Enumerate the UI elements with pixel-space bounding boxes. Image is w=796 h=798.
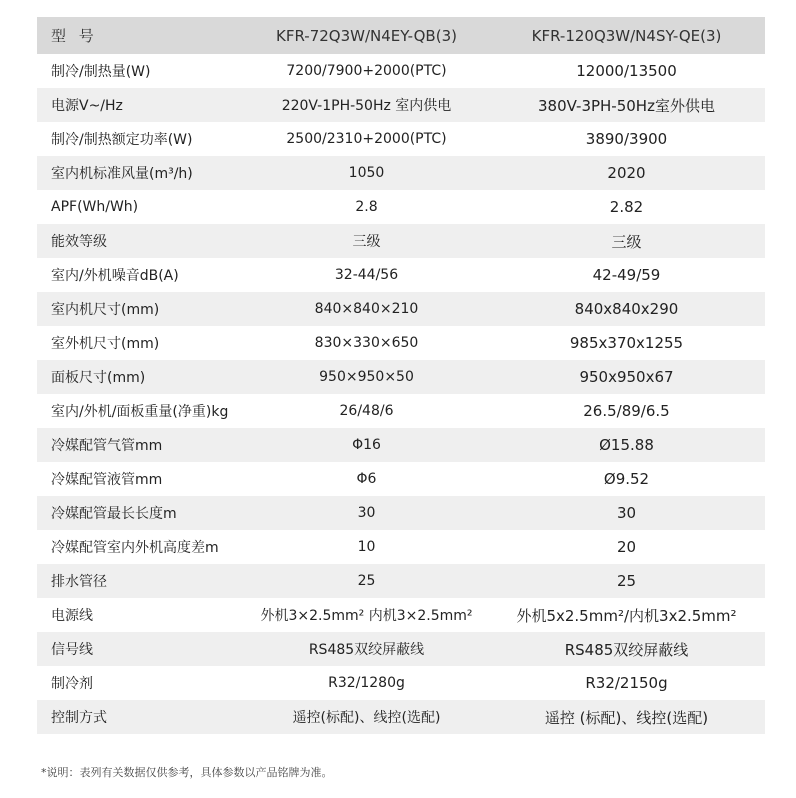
table-row — [37, 224, 765, 258]
row-value-model-a: 220V-1PH-50Hz 室内供电 — [281, 98, 452, 114]
table-row — [37, 394, 765, 428]
row-label: 冷媒配管气管mm — [51, 438, 163, 454]
row-value-model-b: R32/2150g — [585, 674, 668, 692]
table-header-row — [37, 17, 765, 54]
row-value-model-a: 30 — [357, 505, 376, 521]
row-value-model-a: 三级 — [352, 234, 381, 250]
footnote: *说明：表列有关数据仅供参考，具体参数以产品铭牌为准。 — [41, 766, 333, 779]
row-label: 信号线 — [51, 642, 93, 658]
row-value-model-b: 26.5/89/6.5 — [583, 402, 670, 420]
row-value-model-b: 外机5x2.5mm²/内机3x2.5mm² — [516, 606, 737, 625]
row-label: 室外机尺寸(mm) — [51, 336, 160, 352]
row-value-model-b: 20 — [616, 538, 637, 556]
row-value-model-a: 840×840×210 — [314, 301, 419, 317]
row-value-model-b: 遥控 (标配)、线控(选配) — [544, 708, 709, 727]
row-label: 制冷/制热额定功率(W) — [51, 132, 193, 148]
table-row — [37, 632, 765, 666]
row-value-model-a: 32-44/56 — [334, 267, 399, 283]
row-value-model-b: RS485双绞屏蔽线 — [564, 640, 689, 659]
table-row — [37, 360, 765, 394]
row-value-model-a: 25 — [357, 573, 376, 589]
table-row — [37, 666, 765, 700]
row-value-model-b: 380V-3PH-50Hz室外供电 — [538, 96, 715, 115]
row-value-model-a: 遥控(标配)、线控(选配) — [292, 710, 441, 726]
row-label: 控制方式 — [51, 710, 107, 726]
row-value-model-b: 2.82 — [609, 198, 644, 216]
row-label: 冷媒配管室内外机高度差m — [51, 540, 219, 556]
table-row — [37, 122, 765, 156]
row-value-model-a: 7200/7900+2000(PTC) — [286, 63, 447, 79]
row-label: APF(Wh/Wh) — [51, 199, 139, 215]
table-row — [37, 598, 765, 632]
row-value-model-b: 30 — [616, 504, 637, 522]
table-row — [37, 428, 765, 462]
row-value-model-b: 12000/13500 — [576, 62, 677, 80]
row-value-model-b: 985x370x1255 — [569, 334, 684, 352]
row-value-model-b: 950x950x67 — [579, 368, 674, 386]
table-row — [37, 530, 765, 564]
row-value-model-b: 840x840x290 — [574, 300, 679, 318]
table-row — [37, 326, 765, 360]
table-body — [37, 54, 765, 734]
row-label: 室内机尺寸(mm) — [51, 302, 160, 318]
table-row — [37, 258, 765, 292]
row-label: 能效等级 — [51, 234, 107, 250]
table-row — [37, 292, 765, 326]
row-value-model-a: RS485双绞屏蔽线 — [308, 642, 425, 658]
table-row — [37, 462, 765, 496]
row-value-model-a: 10 — [357, 539, 376, 555]
row-label: 排水管径 — [51, 574, 107, 590]
row-label: 面板尺寸(mm) — [51, 370, 146, 386]
row-value-model-a: 26/48/6 — [339, 403, 394, 419]
row-value-model-a: 2500/2310+2000(PTC) — [286, 131, 447, 147]
row-label: 室内机标准风量(m³/h) — [51, 166, 193, 182]
row-value-model-a: 830×330×650 — [314, 335, 419, 351]
row-value-model-a: 1050 — [348, 165, 385, 181]
table-row — [37, 564, 765, 598]
row-value-model-b: Ø9.52 — [603, 470, 650, 488]
row-label: 制冷剂 — [51, 676, 93, 692]
row-value-model-b: 42-49/59 — [592, 266, 661, 284]
row-value-model-b: 2020 — [607, 164, 646, 182]
row-label: 冷媒配管最长长度m — [51, 506, 177, 522]
header-label: 型 号 — [51, 27, 98, 45]
row-label: 室内/外机/面板重量(净重)kg — [51, 404, 229, 420]
row-value-model-a: R32/1280g — [328, 675, 405, 691]
row-value-model-a: 外机3×2.5mm² 内机3×2.5mm² — [260, 608, 473, 624]
row-value-model-b: 25 — [616, 572, 637, 590]
row-value-model-b: 三级 — [611, 232, 642, 251]
table-row — [37, 190, 765, 224]
row-value-model-a: Φ6 — [356, 471, 377, 487]
row-value-model-a: 950×950×50 — [319, 369, 414, 385]
row-value-model-a: 2.8 — [355, 199, 378, 215]
row-label: 电源V~/Hz — [51, 98, 123, 114]
row-value-model-a: Φ16 — [352, 437, 381, 453]
table-row — [37, 156, 765, 190]
row-label: 冷媒配管液管mm — [51, 472, 163, 488]
row-label: 制冷/制热量(W) — [51, 64, 151, 80]
row-value-model-b: 3890/3900 — [585, 130, 668, 148]
row-label: 电源线 — [51, 608, 93, 624]
row-value-model-b: Ø15.88 — [599, 436, 654, 454]
spec-table — [37, 17, 765, 734]
table-row — [37, 700, 765, 734]
row-label: 室内/外机噪音dB(A) — [51, 268, 179, 284]
table-row — [37, 496, 765, 530]
header-model-a: KFR-72Q3W/N4EY-QB(3) — [276, 26, 457, 45]
table-row — [37, 54, 765, 88]
table-row — [37, 88, 765, 122]
header-model-b: KFR-120Q3W/N4SY-QE(3) — [531, 26, 722, 45]
